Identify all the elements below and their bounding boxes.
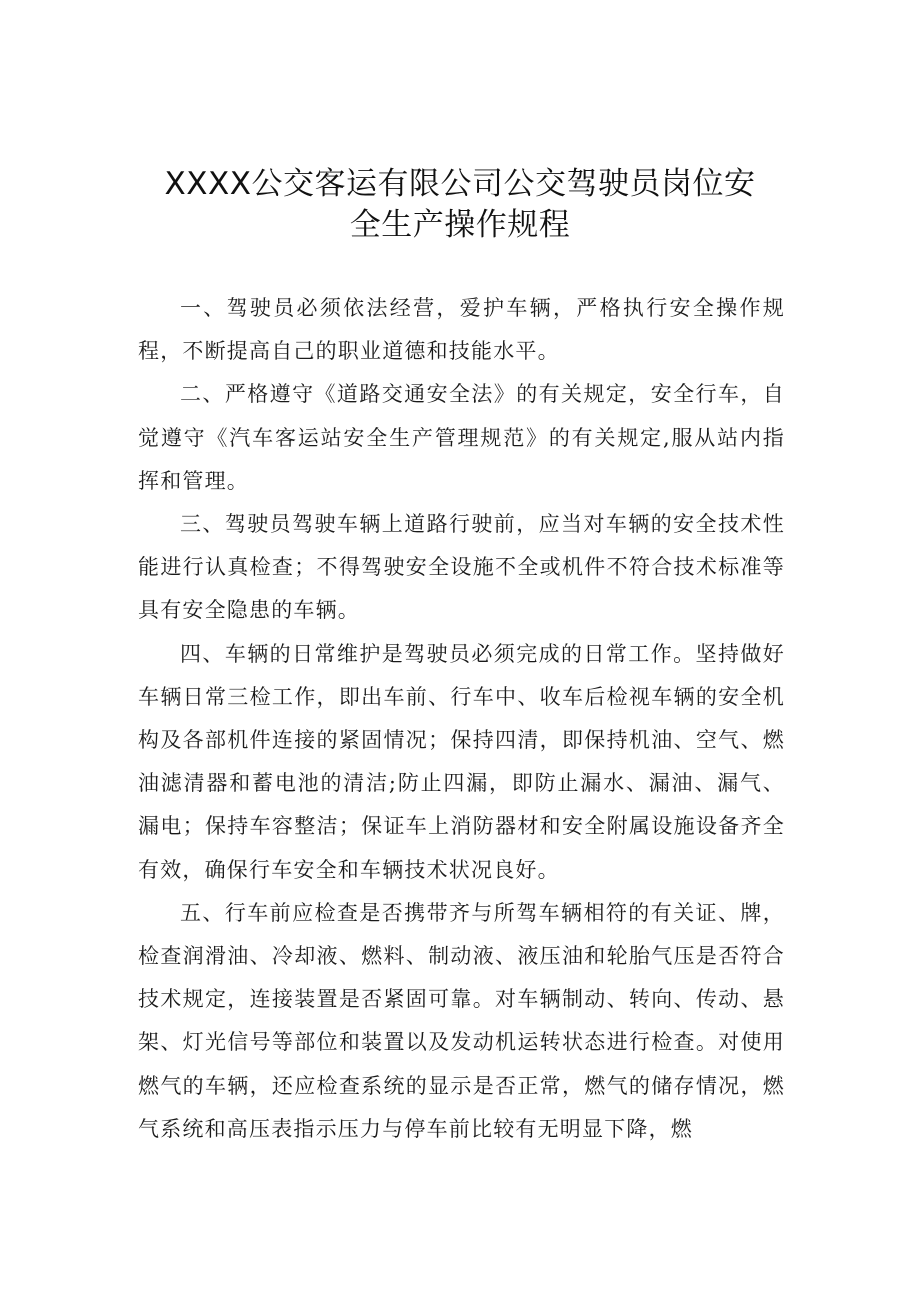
document-title: [130, 164, 790, 246]
paragraph-4: 四、车辆的日常维护是驾驶员必须完成的日常工作。坚持做好车辆日常三检工作，即出车前、行车中、收车后检视车辆的安全机构及各部机件连接的紧固情况；保持四清，即保持机油、空气、燃油滤清器和蓄电池的清洁;防止四漏，即防止漏水、漏油、漏气、漏电；保持车容整洁；保证车上消防器材和安全附属设施设备齐全有效，确保行车安全和车辆技术状况良好。: [138, 641, 785, 882]
document-body: [138, 287, 785, 1151]
paragraph-2: 二、严格遵守《道路交通安全法》的有关规定，安全行车，自觉遵守《汽车客运站安全生产管理规范》的有关规定,服从站内指挥和管理。: [138, 382, 785, 493]
title-line-1: XXXX公交客运有限公司公交驾驶员岗位安: [164, 165, 756, 202]
paragraph-5: 五、行车前应检查是否携带齐与所驾车辆相符的有关证、牌，检查润滑油、冷却液、燃料、制动液、液压油和轮胎气压是否符合技术规定，连接装置是否紧固可靠。对车辆制动、转向、传动、悬架、灯光信号等部位和装置以及发动机运转状态进行检查。对使用燃气的车辆，还应检查系统的显示是否正常，燃气的储存情况，燃气系统和高压表指示压力与停车前比较有无明显下降，燃: [138, 900, 785, 1141]
paragraph-3: 三、驾驶员驾驶车辆上道路行驶前，应当对车辆的安全技术性能进行认真检查；不得驾驶安全设施不全或机件不符合技术标准等具有安全隐患的车辆。: [138, 512, 785, 623]
title-line-2: 全生产操作规程: [349, 206, 571, 243]
paragraph-1: 一、驾驶员必须依法经营，爱护车辆，严格执行安全操作规程，不断提高自己的职业道德和技能水平。: [138, 296, 785, 364]
